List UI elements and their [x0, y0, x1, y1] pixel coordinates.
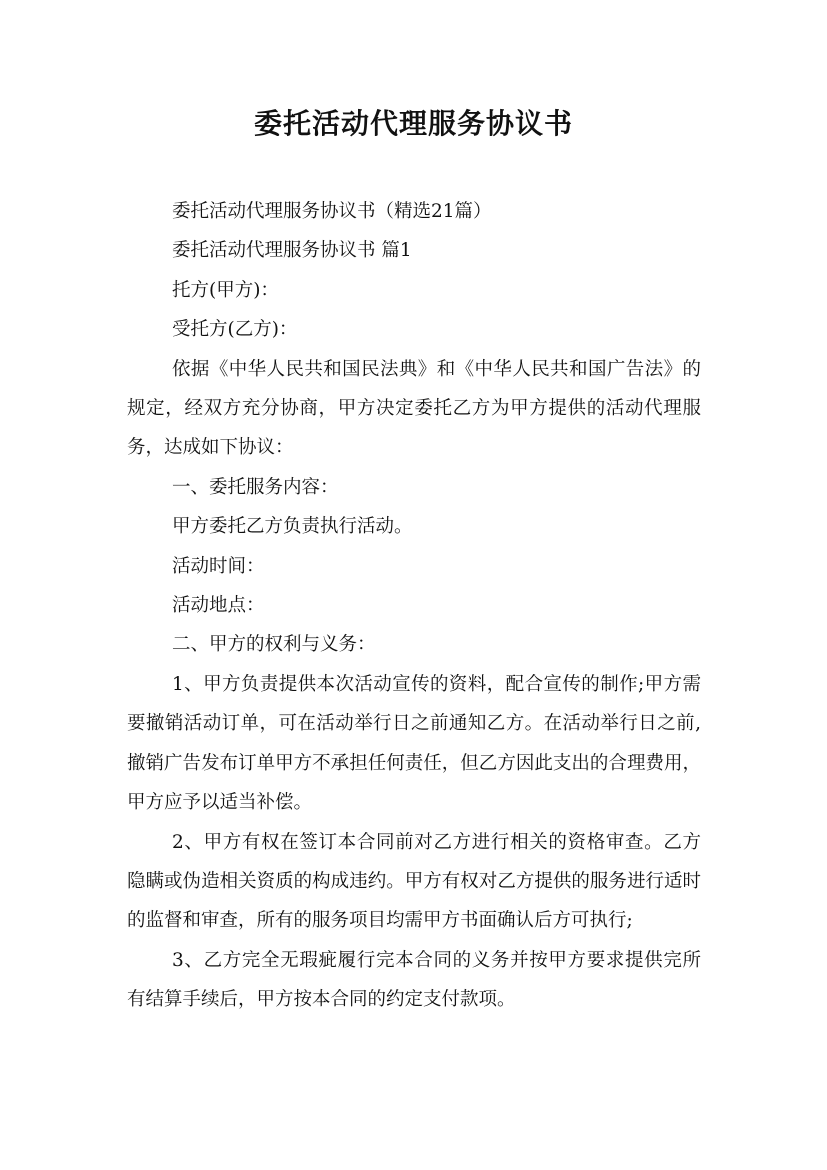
paragraph-event-location: 活动地点： [172, 595, 265, 617]
paragraph-clause-one-heading: 一、委托服务内容： [172, 476, 339, 498]
paragraph-service-content: 甲方委托乙方负责执行活动。 [172, 516, 413, 538]
paragraph-party-a: 托方(甲方)： [172, 279, 279, 301]
document-title: 委托活动代理服务协议书 [253, 107, 573, 140]
paragraph-collection-title: 委托活动代理服务协议书（精选21篇） [172, 201, 492, 222]
paragraph-clause-two-heading: 二、甲方的权利与义务： [172, 634, 376, 656]
paragraph-event-time: 活动时间： [172, 555, 265, 577]
paragraph-item-1: 1、甲方负责提供本次活动宣传的资料，配合宣传的制作;甲方需要撤销活动订单，可在活动举行日之前通知乙方。在活动举行日之前,撤销广告发布订单甲方不承担任何责任，但乙方因此支出的合理费用，甲方应予以适当补偿。 [127, 673, 701, 814]
paragraph-item-3: 3、乙方完全无瑕疵履行完本合同的义务并按甲方要求提供完所有结算手续后，甲方按本合同的约定支付款项。 [127, 949, 701, 1011]
paragraph-legal-basis: 依据《中华人民共和国民法典》和《中华人民共和国广告法》的规定，经双方充分协商，甲方决定委托乙方为甲方提供的活动代理服务，达成如下协议： [127, 358, 701, 459]
paragraph-item-2: 2、甲方有权在签订本合同前对乙方进行相关的资格审查。乙方隐瞒或伪造相关资质的构成违约。甲方有权对乙方提供的服务进行适时的监督和审查，所有的服务项目均需甲方书面确认后方可执行; [127, 831, 701, 932]
paragraph-section-heading: 委托活动代理服务协议书 篇1 [172, 240, 412, 262]
paragraph-party-b: 受托方(乙方)： [172, 319, 298, 341]
document-body [127, 192, 701, 1020]
